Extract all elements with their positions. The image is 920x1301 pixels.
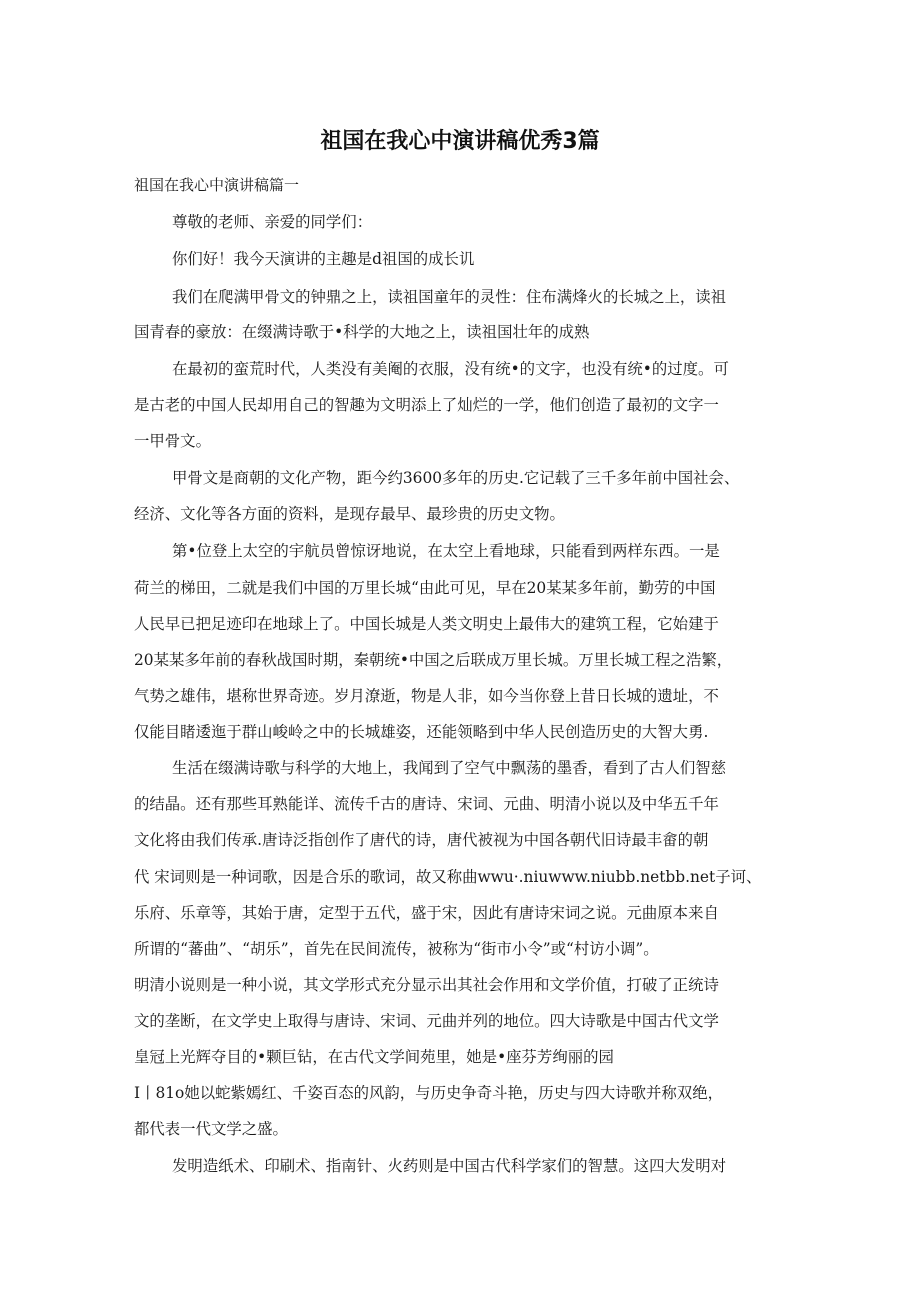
section-heading: 祖国在我心中演讲稿篇一 (134, 176, 300, 194)
text-line: 代 宋词则是一种词歌，因是合乐的歌词，故又称曲wwu·.niuwww.niubb.netbb.net子诃、 (134, 868, 762, 886)
text-line: 一甲骨文。 (134, 432, 211, 450)
text-line: 乐府、乐章等，其始于唐，定型于五代，盛于宋，因此有唐诗宋词之说。元曲原本来自 (134, 904, 719, 922)
text-line: 文的垄断，在文学史上取得与唐诗、宋词、元曲并列的地位。四大诗歌是中国古代文学 (134, 1012, 719, 1030)
text-line: 都代表一代文学之盛。 (134, 1120, 288, 1138)
text-line: 仅能目睹逶迤于群山峻岭之中的长城雄姿，还能领略到中华人民创造历史的大智大勇. (134, 723, 709, 741)
text-line: 你们好！我今天演讲的主趣是d祖国的成长讥 (172, 250, 475, 268)
text-line: 荷兰的梯田，二就是我们中国的万里长城“由此可见，早在20某某多年前，勤劳的中国 (134, 579, 716, 597)
text-line: 是古老的中国人民却用自己的智趣为文明添上了灿烂的一学，他们创造了最初的文字一 (134, 396, 719, 414)
text-line: 明清小说则是一种小说，其文学形式充分显示出其社会作用和文学价值，打破了正统诗 (134, 976, 719, 994)
text-line: 尊敬的老师、亲爱的同学们： (172, 213, 373, 231)
text-line: 文化将由我们传承.唐诗泛指创作了唐代的诗，唐代被视为中国各朝代旧诗最丰畲的朝 (134, 831, 709, 849)
text-line: 第•位登上太空的宇航员曾惊讶地说，在太空上看地球，只能看到两样东西。一是 (172, 542, 720, 560)
text-line: 国青春的豪放：在缀满诗歌于•科学的大地之上，读祖国壮年的成熟 (134, 323, 590, 341)
text-line: 生活在缀满诗歌与科学的大地上，我闻到了空气中飘荡的墨香，看到了古人们智慈 (172, 759, 727, 777)
text-line: 发明造纸术、印刷术、指南针、火药则是中国古代科学家们的智慧。这四大发明对 (172, 1157, 727, 1175)
text-line: 人民早已把足迹印在地球上了。中国长城是人类文明史上最伟大的建筑工程，它始建于 (134, 615, 719, 633)
text-line: 所谓的“蕃曲”、“胡乐”，首先在民间流传，被称为“街市小令”或“村访小调”。 (134, 940, 659, 958)
text-line: 在最初的蛮荒时代，人类没有美阉的衣服，没有统•的文字，也没有统•的过度。可 (172, 360, 729, 378)
text-line: 20某某多年前的春秋战国时期，秦朝统•中国之后联成万里长城。万里长城工程之浩繁， (134, 651, 733, 669)
document-title: 祖国在我心中演讲稿优秀3篇 (320, 129, 600, 154)
text-line: 气势之雄伟，堪称世界奇迹。岁月潦逝，物是人非，如今当你登上昔日长城的遗址，不 (134, 687, 719, 705)
text-line: 皇冠上光辉夺目的•颗巨钻，在古代文学间苑里，她是•座芬芳绚丽的园 (134, 1048, 614, 1066)
text-line: 我们在爬满甲骨文的钟鼎之上，读祖国童年的灵性：住布满烽火的长城之上，读祖 (172, 288, 727, 306)
text-line: I丨81o她以蛇紫嫣红、千姿百态的风韵，与历史争奇斗艳，历史与四大诗歌并称双绝， (134, 1084, 723, 1102)
text-line: 经济、文化等各方面的资料，是现存最早、最珍贵的历史文物。 (134, 505, 565, 523)
text-line: 甲骨文是商朝的文化产物，距今约3600多年的历史.它记载了三千多年前中国社会、 (172, 469, 740, 487)
text-line: 的结晶。还有那些耳熟能详、流传千古的唐诗、宋词、元曲、明清小说以及中华五千年 (134, 795, 719, 813)
